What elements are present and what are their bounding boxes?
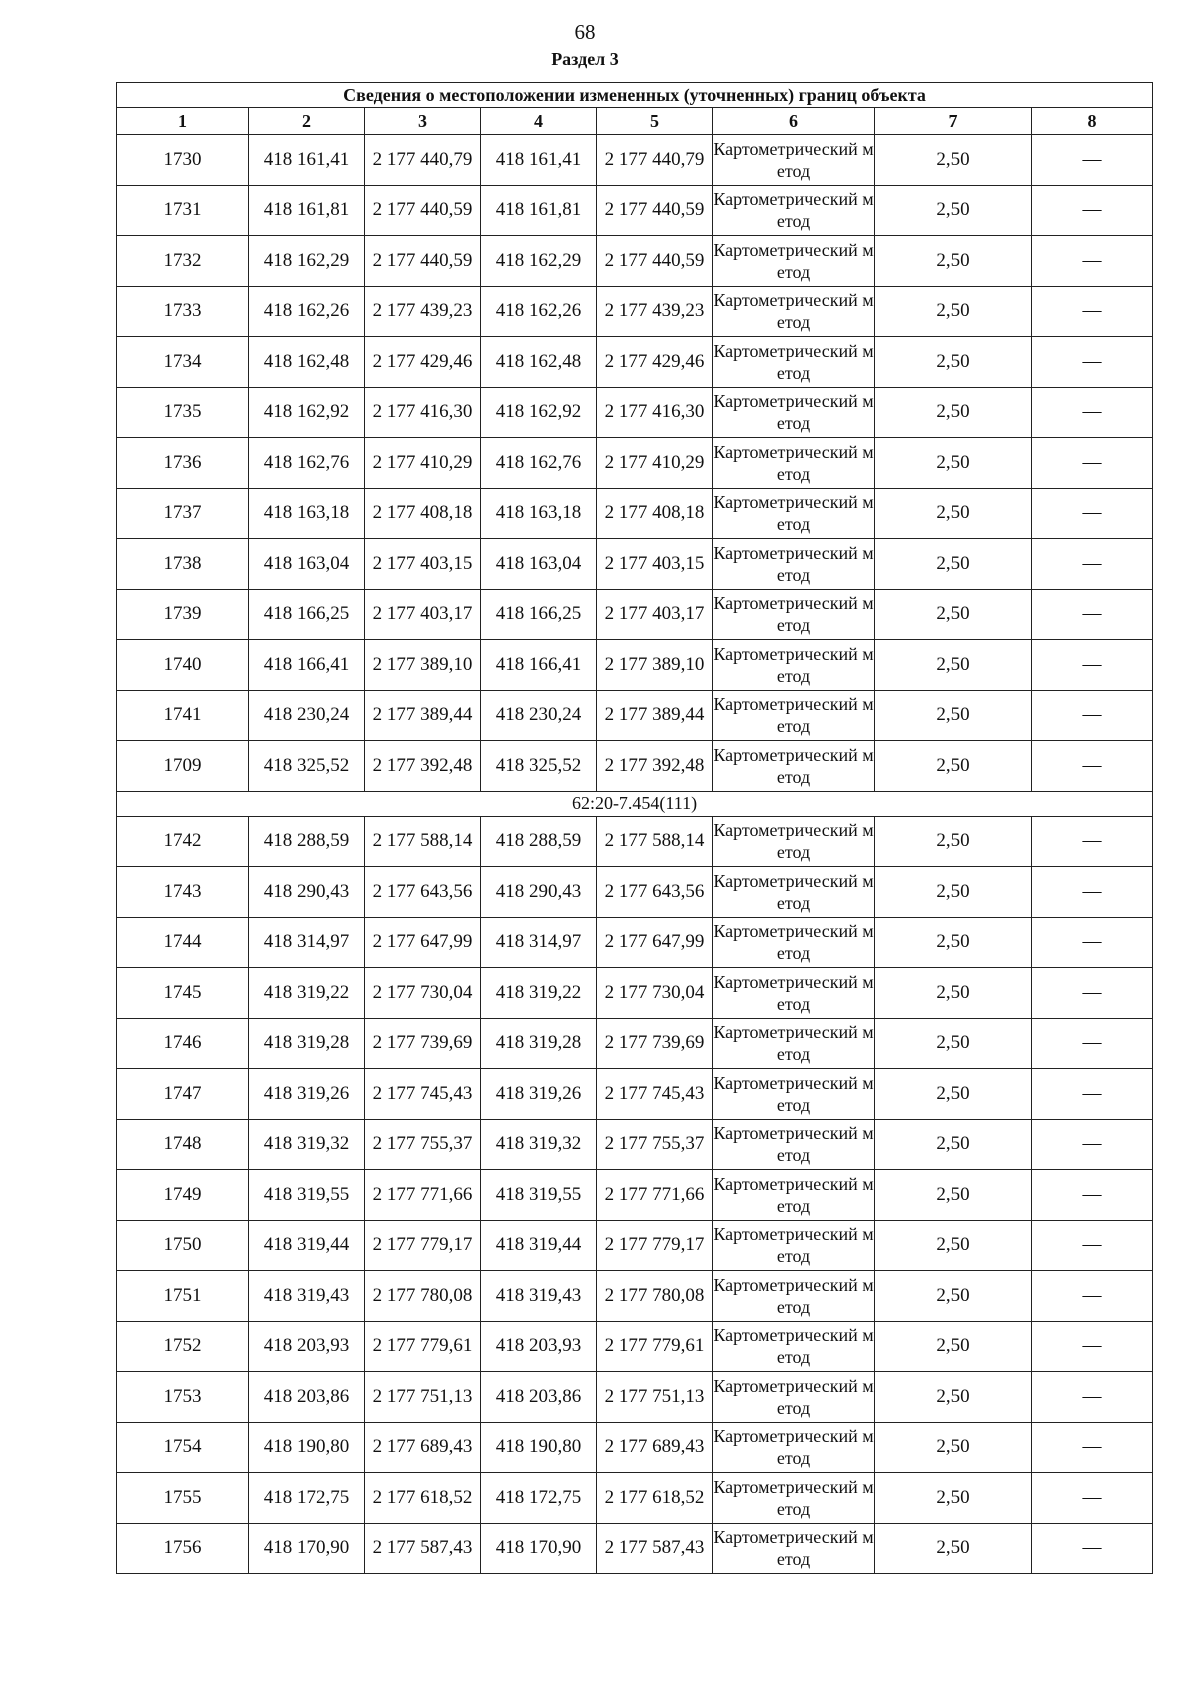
x-old-cell: 418 203,86 bbox=[249, 1372, 365, 1423]
method-cell: Картометрический метод bbox=[713, 438, 875, 489]
x-new-cell: 418 319,32 bbox=[481, 1119, 597, 1170]
table-row bbox=[117, 1422, 1153, 1473]
y-new-cell: 2 177 771,66 bbox=[597, 1170, 713, 1221]
y-old-cell: 2 177 389,10 bbox=[365, 640, 481, 691]
y-old-cell: 2 177 416,30 bbox=[365, 387, 481, 438]
y-old-cell: 2 177 440,59 bbox=[365, 185, 481, 236]
accuracy-cell: 2,50 bbox=[875, 1372, 1032, 1423]
y-new-cell: 2 177 440,79 bbox=[597, 135, 713, 186]
x-new-cell: 418 163,18 bbox=[481, 488, 597, 539]
coordinates-table bbox=[116, 82, 1153, 1574]
note-cell: — bbox=[1032, 1069, 1153, 1120]
table-row bbox=[117, 135, 1153, 186]
table-row bbox=[117, 286, 1153, 337]
method-cell: Картометрический метод bbox=[713, 589, 875, 640]
note-cell: — bbox=[1032, 741, 1153, 792]
y-old-cell: 2 177 587,43 bbox=[365, 1523, 481, 1574]
note-cell: — bbox=[1032, 1321, 1153, 1372]
y-old-cell: 2 177 780,08 bbox=[365, 1271, 481, 1322]
method-cell: Картометрический метод bbox=[713, 1220, 875, 1271]
y-old-cell: 2 177 730,04 bbox=[365, 968, 481, 1019]
y-new-cell: 2 177 439,23 bbox=[597, 286, 713, 337]
x-old-cell: 418 230,24 bbox=[249, 690, 365, 741]
x-new-cell: 418 319,44 bbox=[481, 1220, 597, 1271]
x-old-cell: 418 319,43 bbox=[249, 1271, 365, 1322]
point-number-cell: 1752 bbox=[117, 1321, 249, 1372]
y-old-cell: 2 177 689,43 bbox=[365, 1422, 481, 1473]
method-cell: Картометрический метод bbox=[713, 185, 875, 236]
column-number-4: 4 bbox=[481, 108, 597, 135]
group-header-row bbox=[117, 791, 1153, 816]
x-new-cell: 418 190,80 bbox=[481, 1422, 597, 1473]
column-number-1: 1 bbox=[117, 108, 249, 135]
column-number-6: 6 bbox=[713, 108, 875, 135]
note-cell: — bbox=[1032, 1523, 1153, 1574]
y-old-cell: 2 177 392,48 bbox=[365, 741, 481, 792]
x-old-cell: 418 163,18 bbox=[249, 488, 365, 539]
y-new-cell: 2 177 429,46 bbox=[597, 337, 713, 388]
x-old-cell: 418 190,80 bbox=[249, 1422, 365, 1473]
method-cell: Картометрический метод bbox=[713, 286, 875, 337]
x-old-cell: 418 161,81 bbox=[249, 185, 365, 236]
table-row bbox=[117, 1018, 1153, 1069]
table-row bbox=[117, 640, 1153, 691]
y-new-cell: 2 177 689,43 bbox=[597, 1422, 713, 1473]
point-number-cell: 1733 bbox=[117, 286, 249, 337]
table-body bbox=[117, 135, 1153, 1574]
accuracy-cell: 2,50 bbox=[875, 690, 1032, 741]
note-cell: — bbox=[1032, 539, 1153, 590]
y-new-cell: 2 177 389,44 bbox=[597, 690, 713, 741]
method-cell: Картометрический метод bbox=[713, 1523, 875, 1574]
accuracy-cell: 2,50 bbox=[875, 640, 1032, 691]
table-row bbox=[117, 1523, 1153, 1574]
y-old-cell: 2 177 408,18 bbox=[365, 488, 481, 539]
method-cell: Картометрический метод bbox=[713, 488, 875, 539]
note-cell: — bbox=[1032, 337, 1153, 388]
table-row bbox=[117, 1372, 1153, 1423]
y-old-cell: 2 177 618,52 bbox=[365, 1473, 481, 1524]
x-old-cell: 418 288,59 bbox=[249, 816, 365, 867]
x-old-cell: 418 319,32 bbox=[249, 1119, 365, 1170]
y-new-cell: 2 177 779,61 bbox=[597, 1321, 713, 1372]
note-cell: — bbox=[1032, 1422, 1153, 1473]
table-row bbox=[117, 589, 1153, 640]
accuracy-cell: 2,50 bbox=[875, 1069, 1032, 1120]
page-number: 68 bbox=[574, 20, 596, 44]
y-old-cell: 2 177 440,59 bbox=[365, 236, 481, 287]
y-new-cell: 2 177 618,52 bbox=[597, 1473, 713, 1524]
note-cell: — bbox=[1032, 438, 1153, 489]
table-row bbox=[117, 816, 1153, 867]
accuracy-cell: 2,50 bbox=[875, 968, 1032, 1019]
table-row bbox=[117, 1170, 1153, 1221]
note-cell: — bbox=[1032, 135, 1153, 186]
method-cell: Картометрический метод bbox=[713, 690, 875, 741]
y-new-cell: 2 177 647,99 bbox=[597, 917, 713, 968]
point-number-cell: 1750 bbox=[117, 1220, 249, 1271]
accuracy-cell: 2,50 bbox=[875, 1271, 1032, 1322]
x-old-cell: 418 319,55 bbox=[249, 1170, 365, 1221]
x-new-cell: 418 319,28 bbox=[481, 1018, 597, 1069]
x-new-cell: 418 172,75 bbox=[481, 1473, 597, 1524]
x-new-cell: 418 162,92 bbox=[481, 387, 597, 438]
y-old-cell: 2 177 745,43 bbox=[365, 1069, 481, 1120]
table-caption: Сведения о местоположении измененных (уточненных) границ объекта bbox=[117, 83, 1153, 108]
column-number-3: 3 bbox=[365, 108, 481, 135]
section-title: Раздел 3 bbox=[551, 49, 619, 69]
accuracy-cell: 2,50 bbox=[875, 488, 1032, 539]
method-cell: Картометрический метод bbox=[713, 917, 875, 968]
method-cell: Картометрический метод bbox=[713, 1473, 875, 1524]
table-row bbox=[117, 1321, 1153, 1372]
accuracy-cell: 2,50 bbox=[875, 917, 1032, 968]
point-number-cell: 1747 bbox=[117, 1069, 249, 1120]
method-cell: Картометрический метод bbox=[713, 1069, 875, 1120]
x-old-cell: 418 162,29 bbox=[249, 236, 365, 287]
table-row bbox=[117, 867, 1153, 918]
y-old-cell: 2 177 779,17 bbox=[365, 1220, 481, 1271]
y-old-cell: 2 177 755,37 bbox=[365, 1119, 481, 1170]
table-row bbox=[117, 337, 1153, 388]
x-old-cell: 418 319,28 bbox=[249, 1018, 365, 1069]
point-number-cell: 1735 bbox=[117, 387, 249, 438]
point-number-cell: 1709 bbox=[117, 741, 249, 792]
y-new-cell: 2 177 403,15 bbox=[597, 539, 713, 590]
x-old-cell: 418 162,26 bbox=[249, 286, 365, 337]
x-new-cell: 418 161,41 bbox=[481, 135, 597, 186]
accuracy-cell: 2,50 bbox=[875, 135, 1032, 186]
accuracy-cell: 2,50 bbox=[875, 1473, 1032, 1524]
point-number-cell: 1751 bbox=[117, 1271, 249, 1322]
table-row bbox=[117, 1473, 1153, 1524]
x-new-cell: 418 162,26 bbox=[481, 286, 597, 337]
x-old-cell: 418 162,92 bbox=[249, 387, 365, 438]
y-old-cell: 2 177 739,69 bbox=[365, 1018, 481, 1069]
table-caption-row bbox=[117, 83, 1153, 108]
point-number-cell: 1744 bbox=[117, 917, 249, 968]
note-cell: — bbox=[1032, 589, 1153, 640]
point-number-cell: 1741 bbox=[117, 690, 249, 741]
table-row bbox=[117, 236, 1153, 287]
accuracy-cell: 2,50 bbox=[875, 438, 1032, 489]
method-cell: Картометрический метод bbox=[713, 1271, 875, 1322]
method-cell: Картометрический метод bbox=[713, 640, 875, 691]
accuracy-cell: 2,50 bbox=[875, 589, 1032, 640]
table-row bbox=[117, 690, 1153, 741]
method-cell: Картометрический метод bbox=[713, 1372, 875, 1423]
x-old-cell: 418 314,97 bbox=[249, 917, 365, 968]
note-cell: — bbox=[1032, 640, 1153, 691]
accuracy-cell: 2,50 bbox=[875, 236, 1032, 287]
table-row bbox=[117, 968, 1153, 1019]
method-cell: Картометрический метод bbox=[713, 236, 875, 287]
point-number-cell: 1734 bbox=[117, 337, 249, 388]
note-cell: — bbox=[1032, 1170, 1153, 1221]
x-old-cell: 418 163,04 bbox=[249, 539, 365, 590]
method-cell: Картометрический метод bbox=[713, 1018, 875, 1069]
y-new-cell: 2 177 730,04 bbox=[597, 968, 713, 1019]
method-cell: Картометрический метод bbox=[713, 539, 875, 590]
y-new-cell: 2 177 389,10 bbox=[597, 640, 713, 691]
accuracy-cell: 2,50 bbox=[875, 867, 1032, 918]
y-new-cell: 2 177 588,14 bbox=[597, 816, 713, 867]
y-old-cell: 2 177 779,61 bbox=[365, 1321, 481, 1372]
y-old-cell: 2 177 440,79 bbox=[365, 135, 481, 186]
y-new-cell: 2 177 780,08 bbox=[597, 1271, 713, 1322]
y-new-cell: 2 177 408,18 bbox=[597, 488, 713, 539]
table-row bbox=[117, 539, 1153, 590]
y-old-cell: 2 177 751,13 bbox=[365, 1372, 481, 1423]
accuracy-cell: 2,50 bbox=[875, 816, 1032, 867]
x-old-cell: 418 290,43 bbox=[249, 867, 365, 918]
method-cell: Картометрический метод bbox=[713, 337, 875, 388]
point-number-cell: 1746 bbox=[117, 1018, 249, 1069]
table-row bbox=[117, 741, 1153, 792]
table-row bbox=[117, 917, 1153, 968]
x-new-cell: 418 314,97 bbox=[481, 917, 597, 968]
table-row bbox=[117, 387, 1153, 438]
point-number-cell: 1754 bbox=[117, 1422, 249, 1473]
method-cell: Картометрический метод bbox=[713, 1119, 875, 1170]
accuracy-cell: 2,50 bbox=[875, 1321, 1032, 1372]
column-number-5: 5 bbox=[597, 108, 713, 135]
y-old-cell: 2 177 771,66 bbox=[365, 1170, 481, 1221]
x-new-cell: 418 162,48 bbox=[481, 337, 597, 388]
x-new-cell: 418 203,93 bbox=[481, 1321, 597, 1372]
accuracy-cell: 2,50 bbox=[875, 1018, 1032, 1069]
note-cell: — bbox=[1032, 1119, 1153, 1170]
x-old-cell: 418 162,48 bbox=[249, 337, 365, 388]
x-old-cell: 418 166,25 bbox=[249, 589, 365, 640]
point-number-cell: 1738 bbox=[117, 539, 249, 590]
y-new-cell: 2 177 755,37 bbox=[597, 1119, 713, 1170]
y-old-cell: 2 177 643,56 bbox=[365, 867, 481, 918]
point-number-cell: 1732 bbox=[117, 236, 249, 287]
table-row bbox=[117, 438, 1153, 489]
y-old-cell: 2 177 403,17 bbox=[365, 589, 481, 640]
y-new-cell: 2 177 745,43 bbox=[597, 1069, 713, 1120]
y-new-cell: 2 177 416,30 bbox=[597, 387, 713, 438]
accuracy-cell: 2,50 bbox=[875, 1523, 1032, 1574]
point-number-cell: 1740 bbox=[117, 640, 249, 691]
accuracy-cell: 2,50 bbox=[875, 1170, 1032, 1221]
accuracy-cell: 2,50 bbox=[875, 539, 1032, 590]
method-cell: Картометрический метод bbox=[713, 135, 875, 186]
x-old-cell: 418 319,26 bbox=[249, 1069, 365, 1120]
point-number-cell: 1753 bbox=[117, 1372, 249, 1423]
method-cell: Картометрический метод bbox=[713, 1321, 875, 1372]
note-cell: — bbox=[1032, 867, 1153, 918]
accuracy-cell: 2,50 bbox=[875, 185, 1032, 236]
point-number-cell: 1742 bbox=[117, 816, 249, 867]
column-number-2: 2 bbox=[249, 108, 365, 135]
y-old-cell: 2 177 410,29 bbox=[365, 438, 481, 489]
note-cell: — bbox=[1032, 488, 1153, 539]
y-new-cell: 2 177 403,17 bbox=[597, 589, 713, 640]
x-old-cell: 418 319,22 bbox=[249, 968, 365, 1019]
x-old-cell: 418 162,76 bbox=[249, 438, 365, 489]
y-new-cell: 2 177 440,59 bbox=[597, 185, 713, 236]
y-new-cell: 2 177 751,13 bbox=[597, 1372, 713, 1423]
note-cell: — bbox=[1032, 1018, 1153, 1069]
y-old-cell: 2 177 588,14 bbox=[365, 816, 481, 867]
method-cell: Картометрический метод bbox=[713, 387, 875, 438]
x-old-cell: 418 203,93 bbox=[249, 1321, 365, 1372]
table-row bbox=[117, 1220, 1153, 1271]
method-cell: Картометрический метод bbox=[713, 816, 875, 867]
note-cell: — bbox=[1032, 286, 1153, 337]
x-new-cell: 418 319,26 bbox=[481, 1069, 597, 1120]
point-number-cell: 1730 bbox=[117, 135, 249, 186]
table-row bbox=[117, 185, 1153, 236]
point-number-cell: 1745 bbox=[117, 968, 249, 1019]
method-cell: Картометрический метод bbox=[713, 741, 875, 792]
y-old-cell: 2 177 429,46 bbox=[365, 337, 481, 388]
point-number-cell: 1736 bbox=[117, 438, 249, 489]
note-cell: — bbox=[1032, 1473, 1153, 1524]
note-cell: — bbox=[1032, 1271, 1153, 1322]
note-cell: — bbox=[1032, 1372, 1153, 1423]
x-new-cell: 418 161,81 bbox=[481, 185, 597, 236]
note-cell: — bbox=[1032, 968, 1153, 1019]
x-old-cell: 418 166,41 bbox=[249, 640, 365, 691]
x-new-cell: 418 166,25 bbox=[481, 589, 597, 640]
x-new-cell: 418 325,52 bbox=[481, 741, 597, 792]
y-old-cell: 2 177 403,15 bbox=[365, 539, 481, 590]
table-row bbox=[117, 488, 1153, 539]
y-old-cell: 2 177 439,23 bbox=[365, 286, 481, 337]
note-cell: — bbox=[1032, 690, 1153, 741]
accuracy-cell: 2,50 bbox=[875, 741, 1032, 792]
x-new-cell: 418 166,41 bbox=[481, 640, 597, 691]
y-new-cell: 2 177 587,43 bbox=[597, 1523, 713, 1574]
method-cell: Картометрический метод bbox=[713, 968, 875, 1019]
y-new-cell: 2 177 739,69 bbox=[597, 1018, 713, 1069]
x-new-cell: 418 288,59 bbox=[481, 816, 597, 867]
note-cell: — bbox=[1032, 917, 1153, 968]
y-new-cell: 2 177 779,17 bbox=[597, 1220, 713, 1271]
note-cell: — bbox=[1032, 185, 1153, 236]
accuracy-cell: 2,50 bbox=[875, 1119, 1032, 1170]
point-number-cell: 1739 bbox=[117, 589, 249, 640]
point-number-cell: 1731 bbox=[117, 185, 249, 236]
column-number-7: 7 bbox=[875, 108, 1032, 135]
x-new-cell: 418 319,55 bbox=[481, 1170, 597, 1221]
x-new-cell: 418 162,76 bbox=[481, 438, 597, 489]
point-number-cell: 1756 bbox=[117, 1523, 249, 1574]
y-old-cell: 2 177 647,99 bbox=[365, 917, 481, 968]
group-label: 62:20-7.454(111) bbox=[117, 791, 1153, 816]
x-old-cell: 418 319,44 bbox=[249, 1220, 365, 1271]
accuracy-cell: 2,50 bbox=[875, 286, 1032, 337]
x-new-cell: 418 319,22 bbox=[481, 968, 597, 1019]
x-old-cell: 418 325,52 bbox=[249, 741, 365, 792]
y-new-cell: 2 177 392,48 bbox=[597, 741, 713, 792]
point-number-cell: 1737 bbox=[117, 488, 249, 539]
y-new-cell: 2 177 643,56 bbox=[597, 867, 713, 918]
note-cell: — bbox=[1032, 387, 1153, 438]
point-number-cell: 1743 bbox=[117, 867, 249, 918]
column-number-8: 8 bbox=[1032, 108, 1153, 135]
table-row bbox=[117, 1271, 1153, 1322]
x-new-cell: 418 319,43 bbox=[481, 1271, 597, 1322]
point-number-cell: 1755 bbox=[117, 1473, 249, 1524]
x-new-cell: 418 170,90 bbox=[481, 1523, 597, 1574]
note-cell: — bbox=[1032, 1220, 1153, 1271]
table-row bbox=[117, 1069, 1153, 1120]
accuracy-cell: 2,50 bbox=[875, 387, 1032, 438]
x-new-cell: 418 230,24 bbox=[481, 690, 597, 741]
method-cell: Картометрический метод bbox=[713, 1422, 875, 1473]
x-new-cell: 418 290,43 bbox=[481, 867, 597, 918]
accuracy-cell: 2,50 bbox=[875, 337, 1032, 388]
x-old-cell: 418 170,90 bbox=[249, 1523, 365, 1574]
point-number-cell: 1748 bbox=[117, 1119, 249, 1170]
column-number-row bbox=[117, 108, 1153, 135]
accuracy-cell: 2,50 bbox=[875, 1220, 1032, 1271]
x-new-cell: 418 203,86 bbox=[481, 1372, 597, 1423]
x-old-cell: 418 161,41 bbox=[249, 135, 365, 186]
y-old-cell: 2 177 389,44 bbox=[365, 690, 481, 741]
y-new-cell: 2 177 440,59 bbox=[597, 236, 713, 287]
accuracy-cell: 2,50 bbox=[875, 1422, 1032, 1473]
x-new-cell: 418 162,29 bbox=[481, 236, 597, 287]
note-cell: — bbox=[1032, 816, 1153, 867]
note-cell: — bbox=[1032, 236, 1153, 287]
y-new-cell: 2 177 410,29 bbox=[597, 438, 713, 489]
table-row bbox=[117, 1119, 1153, 1170]
x-new-cell: 418 163,04 bbox=[481, 539, 597, 590]
method-cell: Картометрический метод bbox=[713, 1170, 875, 1221]
method-cell: Картометрический метод bbox=[713, 867, 875, 918]
x-old-cell: 418 172,75 bbox=[249, 1473, 365, 1524]
point-number-cell: 1749 bbox=[117, 1170, 249, 1221]
